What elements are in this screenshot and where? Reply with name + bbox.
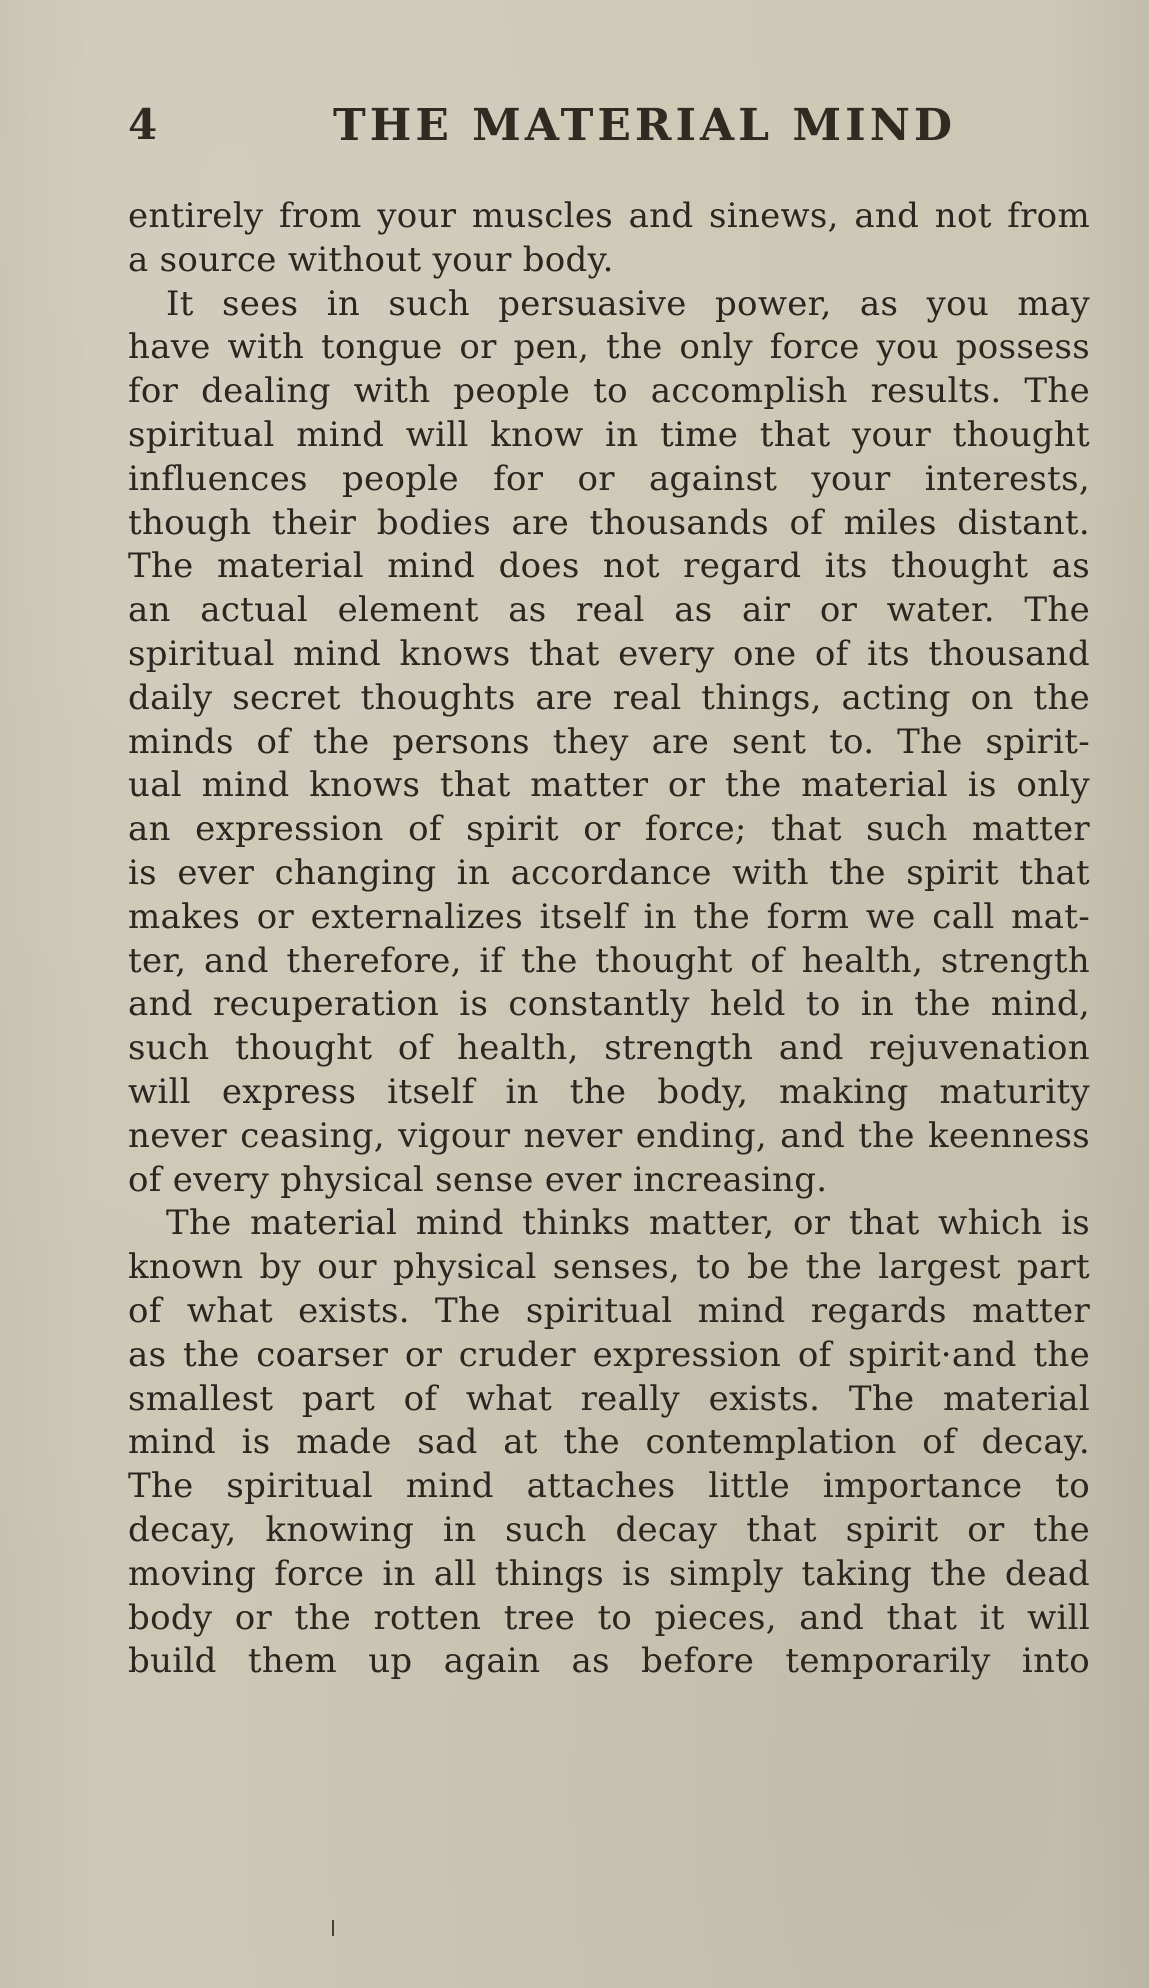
text-line: ter, and therefore, if the thought of health, strength — [128, 940, 1090, 981]
text-line: of what exists. The spiritual mind regards matter — [128, 1290, 1090, 1331]
text-line: though their bodies are thousands of miles distant. — [128, 502, 1090, 543]
text-line: spiritual mind knows that every one of its thousand — [128, 633, 1090, 674]
text-line: mind is made sad at the contemplation of decay. — [128, 1422, 1090, 1463]
text-line: an actual element as real as air or water. The — [128, 590, 1090, 631]
text-line: of every physical sense ever increasing. — [128, 1159, 828, 1200]
body-text — [128, 195, 1090, 1684]
text-line: ual mind knows that matter or the material is only — [128, 765, 1090, 806]
text-line: body or the rotten tree to pieces, and that it will — [128, 1597, 1090, 1638]
text-line: an expression of spirit or force; that such matter — [128, 809, 1090, 850]
text-line: makes or externalizes itself in the form we call mat- — [128, 896, 1090, 937]
text-line: daily secret thoughts are real things, acting on the — [128, 677, 1090, 718]
text-line: The spiritual mind attaches little importance to — [128, 1466, 1090, 1507]
text-line: It sees in such persuasive power, as you may — [166, 283, 1090, 324]
text-line: spiritual mind will know in time that your thought — [128, 414, 1090, 455]
text-line: entirely from your muscles and sinews, and not from — [128, 196, 1090, 236]
running-title: THE MATERIAL MIND — [333, 100, 957, 151]
text-line: The material mind does not regard its thought as — [128, 546, 1090, 587]
text-line: such thought of health, strength and rejuvenation — [128, 1028, 1090, 1069]
text-line: have with tongue or pen, the only force you possess — [128, 327, 1090, 368]
text-line: is ever changing in accordance with the spirit that — [128, 852, 1090, 893]
paper-speck — [332, 1920, 334, 1936]
running-head — [128, 100, 1088, 160]
text-line: for dealing with people to accomplish results. The — [128, 371, 1090, 412]
text-line: build them up again as before temporarily into — [128, 1641, 1090, 1682]
text-line: smallest part of what really exists. The material — [128, 1378, 1090, 1419]
text-line: The material mind thinks matter, or that which is — [166, 1203, 1090, 1244]
text-line: will express itself in the body, making maturity — [128, 1071, 1090, 1112]
text-line: as the coarser or cruder expression of spirit·and the — [128, 1334, 1090, 1375]
text-line: known by our physical senses, to be the largest part — [128, 1247, 1090, 1288]
text-line: influences people for or against your interests, — [128, 458, 1090, 499]
text-line: minds of the persons they are sent to. The spirit- — [128, 721, 1090, 762]
text-line: and recuperation is constantly held to in the mind, — [128, 984, 1090, 1025]
text-line: decay, knowing in such decay that spirit or the — [128, 1509, 1090, 1550]
text-line: moving force in all things is simply taking the dead — [128, 1553, 1090, 1594]
text-line: a source without your body. — [128, 239, 614, 280]
text-line: never ceasing, vigour never ending, and the keenness — [128, 1115, 1090, 1156]
page-number: 4 — [128, 100, 158, 149]
